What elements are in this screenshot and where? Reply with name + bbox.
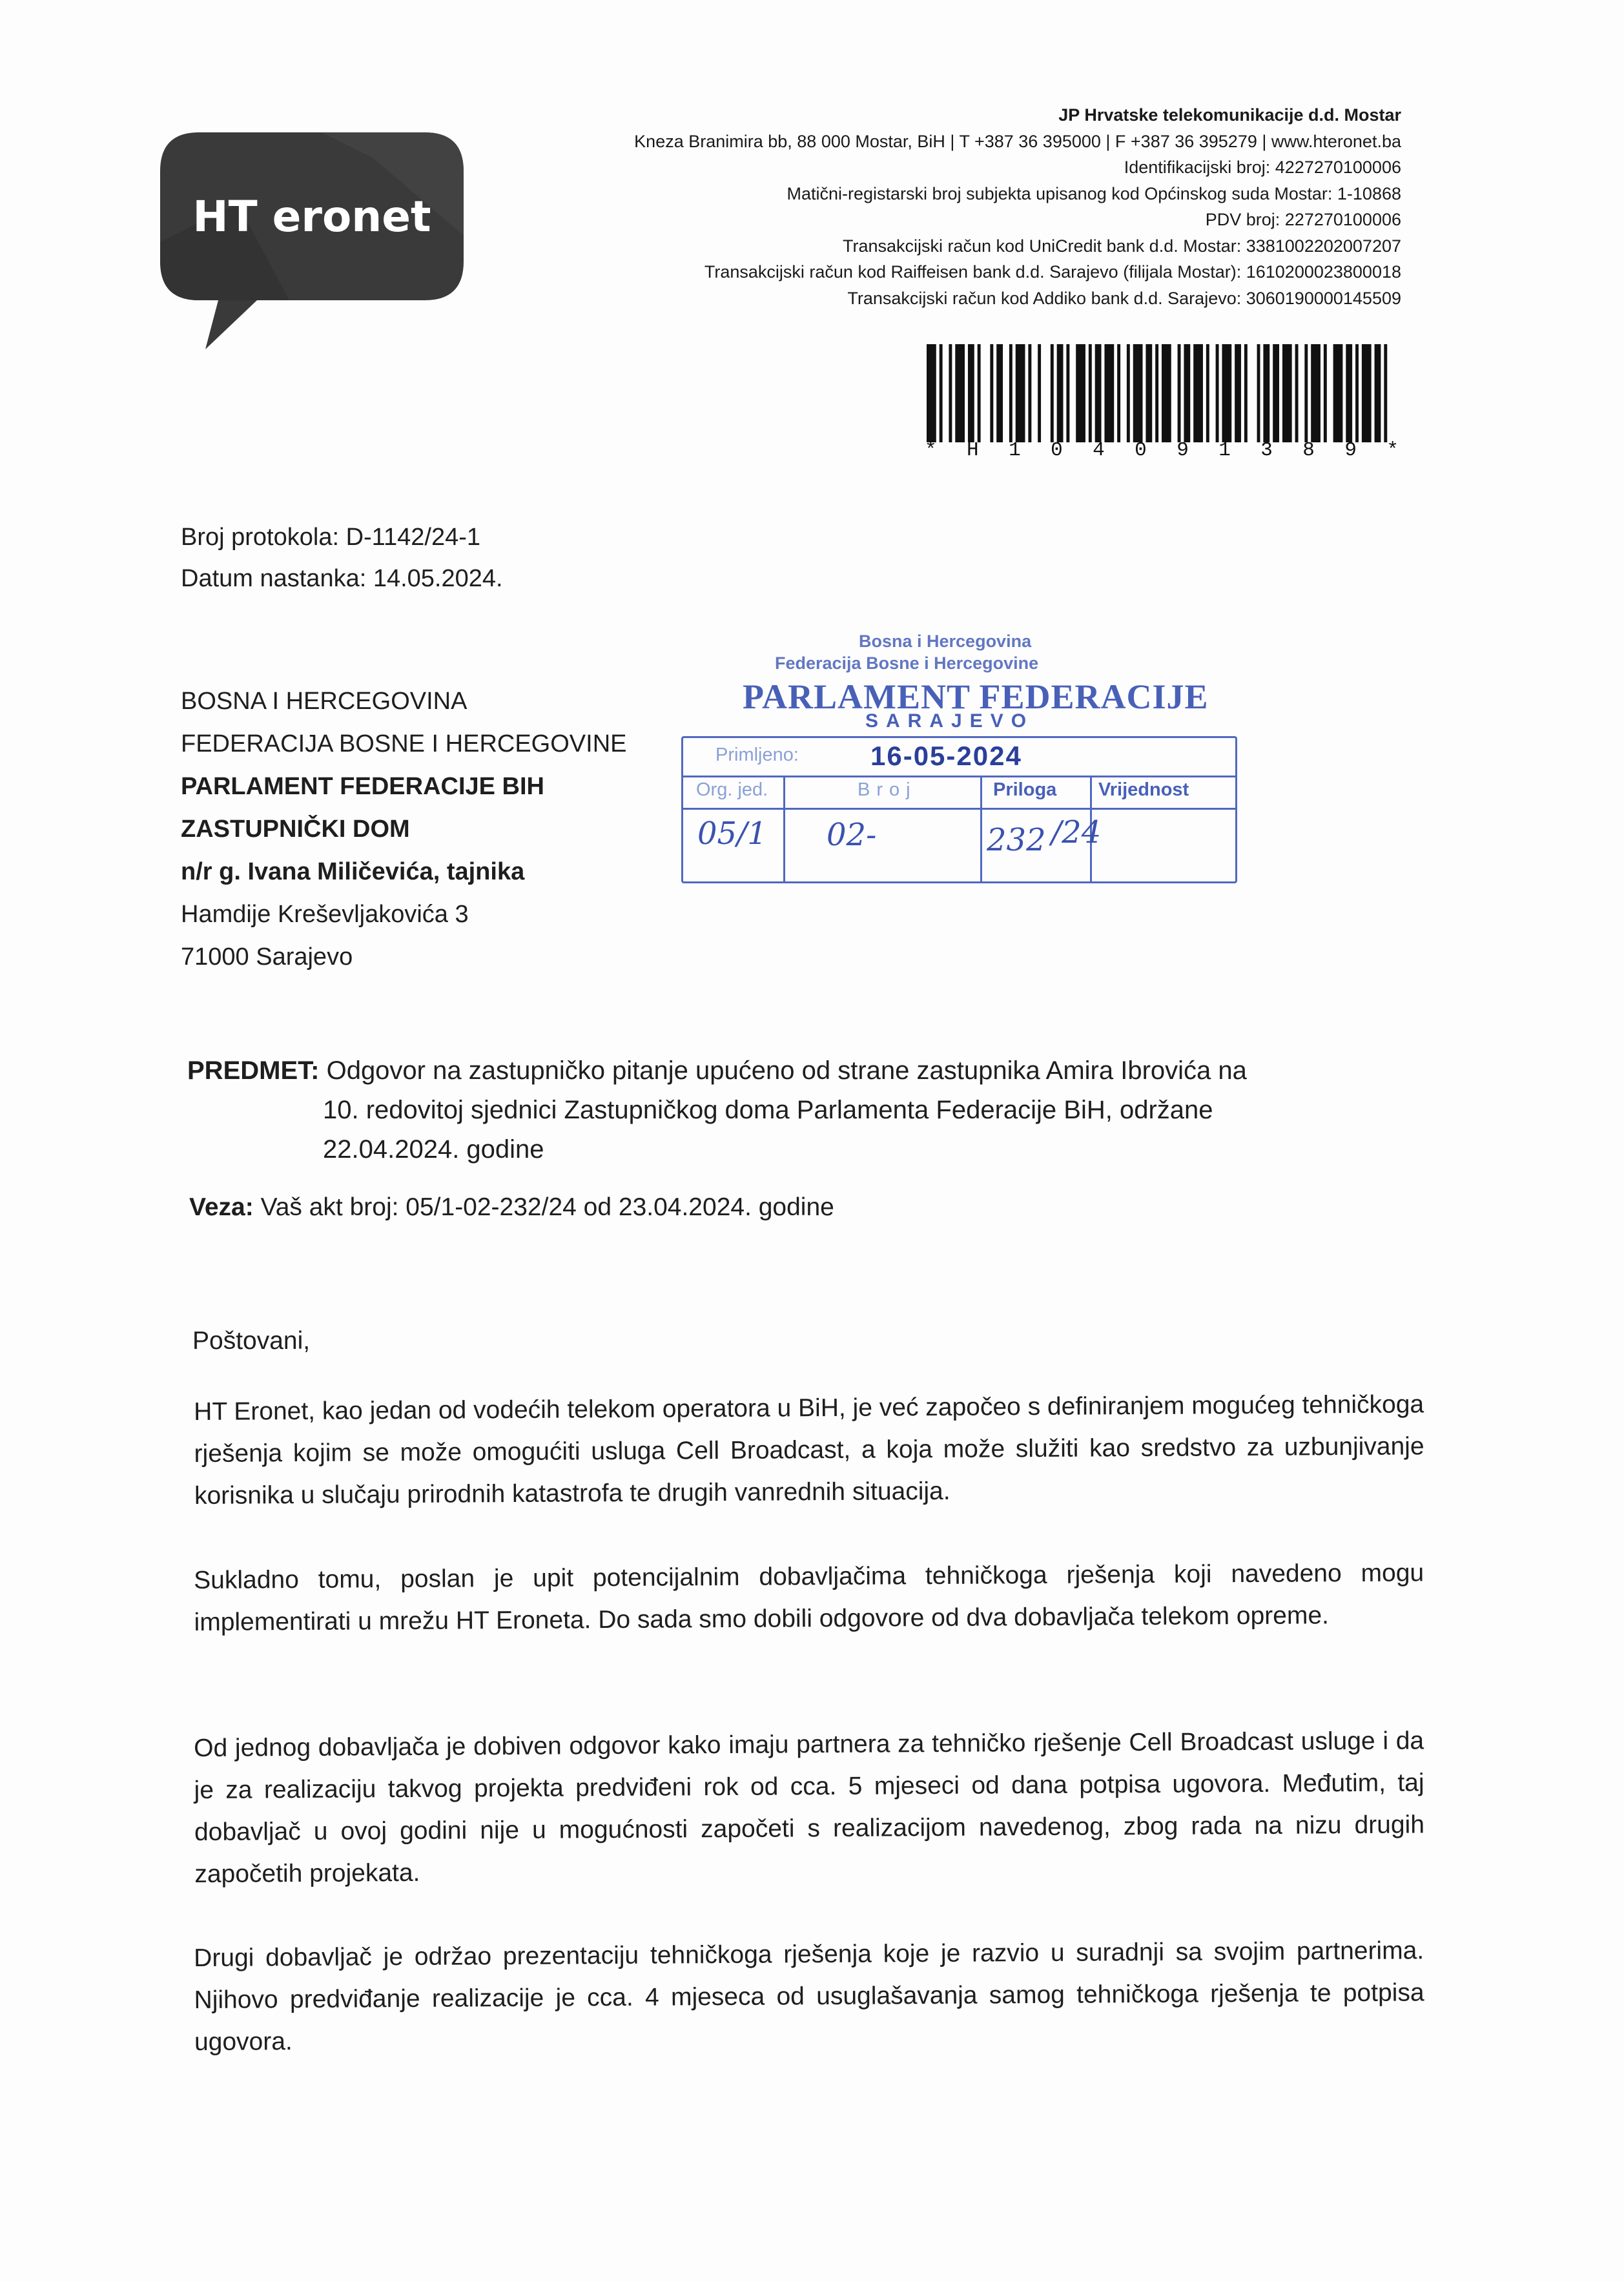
reference-label: Veza: (189, 1193, 254, 1221)
barcode-bar (1295, 344, 1299, 442)
logo-text: HT eronet (192, 192, 431, 242)
barcode-bar (978, 344, 981, 442)
stamp-divider (980, 776, 982, 881)
reference-line (189, 1193, 834, 1222)
barcode-bar (1178, 344, 1181, 442)
barcode-char: 9 (1177, 439, 1189, 462)
protocol-number: Broj protokola: D-1142/24-1 (181, 524, 480, 551)
barcode-bar (1355, 344, 1359, 442)
addressee-block (181, 680, 626, 978)
barcode-bar (1311, 344, 1321, 442)
barcode (927, 344, 1397, 442)
stamp-header-row (683, 776, 1235, 810)
barcode-bar (968, 344, 974, 442)
stamp-line-city: SARAJEVO (865, 710, 1034, 732)
greeting: Poštovani, (192, 1327, 311, 1355)
subject-block (187, 1051, 1414, 1169)
barcode-char: 1 (1009, 439, 1021, 462)
stamp-handwritten-broj: 02- (827, 817, 877, 853)
barcode-bar (1089, 344, 1092, 442)
stamp-col-org: Org. jed. (696, 779, 768, 800)
barcode-bar (1384, 344, 1387, 442)
reference-text: Vaš akt broj: 05/1-02-232/24 od 23.04.2024. godine (260, 1193, 834, 1221)
barcode-bar (1324, 344, 1327, 442)
barcode-char: 0 (1051, 439, 1063, 462)
subject-line-2: 10. redovitoj sjednici Zastupničkog doma Parlamenta Federacije BiH, održane (323, 1096, 1213, 1124)
barcode-bar (940, 344, 943, 442)
company-header (368, 102, 1401, 311)
barcode-bar (1016, 344, 1025, 442)
barcode-bar (1282, 344, 1292, 442)
stamp-divider (783, 776, 785, 881)
stamp-received-row (683, 738, 1235, 777)
addressee-city: 71000 Sarajevo (181, 943, 353, 971)
barcode-bar (955, 344, 965, 442)
barcode-bar (1304, 344, 1308, 442)
stamp-col-broj: Broj (858, 779, 917, 800)
protocol-date: Datum nastanka: 14.05.2024. (181, 565, 503, 592)
company-registry: Matični-registarski broj subjekta upisanog kod Općinskog suda Mostar: 1-10868 (786, 183, 1401, 203)
addressee-street: Hamdije Kreševljakovića 3 (181, 901, 469, 928)
stamp-col-priloga: Priloga (993, 779, 1057, 800)
barcode-bar (1146, 344, 1152, 442)
received-stamp (678, 632, 1240, 896)
barcode-bar (949, 344, 952, 442)
subject-line-1: Odgovor na zastupničko pitanje upućeno od strane zastupnika Amira Ibrovića na (326, 1056, 1247, 1085)
barcode-bar (1222, 344, 1231, 442)
barcode-bar (1257, 344, 1260, 442)
barcode-bar (990, 344, 993, 442)
barcode-bar (1263, 344, 1269, 442)
subject-line-3: 22.04.2024. godine (323, 1135, 544, 1164)
stamp-handwritten-priloga: 232 (987, 822, 1046, 858)
company-vat: PDV broj: 227270100006 (1205, 210, 1401, 229)
stamp-handwritten-org: 05/1 (697, 816, 767, 852)
barcode-bar (1333, 344, 1343, 442)
addressee-house: ZASTUPNIČKI DOM (181, 816, 410, 843)
barcode-bar (1051, 344, 1054, 442)
barcode-text (925, 439, 1399, 462)
company-account-addiko: Transakcijski račun kod Addiko bank d.d. Sarajevo: 3060190000145509 (847, 288, 1401, 308)
barcode-bar (1038, 344, 1041, 442)
paragraph-1: HT Eronet, kao jedan od vodećih telekom operatora u BiH, je već započeo s definiranjem mogućeg tehničkoga rješenja kojim se može omogućiti usluga Cell Broadcast, a koja može služiti kao sredstvo za uzbunjivanje korisnika u slučaju prirodnih katastrofa te drugih vanrednih situacija. (194, 1390, 1424, 1510)
addressee-country: BOSNA I HERCEGOVINA (181, 688, 468, 715)
barcode-bar (1162, 344, 1171, 442)
paragraph-2: Sukladno tomu, poslan je upit potencijalnim dobavljačima tehničkoga rješenja koji navedeno mogu implementirati u mrežu HT Eroneta. Do sada smo dobili odgovore od dva dobavljača telekom opreme. (194, 1559, 1424, 1636)
barcode-bar (1057, 344, 1064, 442)
barcode-char: * (1386, 439, 1399, 462)
paragraph-4: Drugi dobavljač je održao prezentaciju tehničkoga rješenja koje je razvio u suradnji sa svojim partnerima. Njihovo predviđanje realizacije je cca. 4 mjeseca od usuglašavanja samog tehničkoga rješenja te potpisa ugovora. (194, 1937, 1424, 2056)
barcode-bar (1216, 344, 1219, 442)
stamp-col-vrijednost: Vrijednost (1098, 779, 1189, 800)
barcode-bar (1133, 344, 1143, 442)
company-name: JP Hrvatske telekomunikacije d.d. Mostar (1058, 105, 1401, 125)
barcode-bar (1117, 344, 1120, 442)
stamp-received-label: Primljeno: (715, 745, 799, 765)
addressee-attention: n/r g. Ivana Miličevića, tajnika (181, 858, 525, 885)
barcode-char: 4 (1093, 439, 1105, 462)
stamp-line-federation: Federacija Bosne i Hercegovine (775, 653, 1039, 673)
barcode-bar (1095, 344, 1102, 442)
barcode-bar (1155, 344, 1158, 442)
barcode-char: H (967, 439, 979, 462)
barcode-bar (1066, 344, 1069, 442)
barcode-bar (1375, 344, 1381, 442)
barcode-char: 0 (1135, 439, 1147, 462)
barcode-bar (1028, 344, 1031, 442)
barcode-bar (927, 344, 936, 442)
barcode-bar (1273, 344, 1279, 442)
company-address: Kneza Branimira bb, 88 000 Mostar, BiH | T +387 36 395000 | F +387 36 395279 | www.hteronet.ba (634, 131, 1401, 151)
barcode-bar (1362, 344, 1372, 442)
barcode-bar (1193, 344, 1203, 442)
barcode-bar (1127, 344, 1130, 442)
stamp-line-country: Bosna i Hercegovina (859, 632, 1032, 651)
company-id: Identifikacijski broj: 4227270100006 (1124, 158, 1401, 177)
barcode-bar (996, 344, 1003, 442)
barcode-bar (1244, 344, 1248, 442)
stamp-table (681, 736, 1237, 883)
barcode-bars (927, 344, 1397, 442)
stamp-received-date: 16-05-2024 (870, 741, 1022, 771)
addressee-parliament: PARLAMENT FEDERACIJE BIH (181, 773, 544, 800)
barcode-char: 9 (1344, 439, 1357, 462)
barcode-char: 3 (1260, 439, 1273, 462)
barcode-char: 1 (1218, 439, 1231, 462)
barcode-bar (1346, 344, 1352, 442)
addressee-federation: FEDERACIJA BOSNE I HERCEGOVINE (181, 730, 627, 757)
barcode-char: 8 (1302, 439, 1315, 462)
barcode-bar (1076, 344, 1085, 442)
stamp-line-parliament: PARLAMENT FEDERACIJE (743, 677, 1209, 716)
subject-label: PREDMET: (187, 1056, 320, 1085)
paragraph-3: Od jednog dobavljača je dobiven odgovor kako imaju partnera za tehničko rješenje Cell Broadcast usluge i da je za realizaciju takvog projekta predviđeni rok od cca. 5 mjeseci od dana potpisa ugovora. Međutim, taj dobavljač u ovoj godini nije u mogućnosti započeti s realizacijom navedenog, zbog rada na nizu drugih započetih projekata. (194, 1727, 1425, 1888)
barcode-bar (1184, 344, 1190, 442)
company-account-unicredit: Transakcijski račun kod UniCredit bank d.d. Mostar: 3381002202007207 (842, 236, 1401, 256)
barcode-bar (1104, 344, 1114, 442)
barcode-bar (1235, 344, 1241, 442)
company-account-raiffeisen: Transakcijski račun kod Raiffeisen bank d.d. Sarajevo (filijala Mostar): 1610200023800018 (704, 262, 1401, 282)
barcode-char: * (925, 439, 937, 462)
barcode-bar (1206, 344, 1209, 442)
barcode-bar (1009, 344, 1012, 442)
protocol-block (181, 517, 503, 599)
stamp-handwritten-year: /24 (1051, 814, 1102, 850)
